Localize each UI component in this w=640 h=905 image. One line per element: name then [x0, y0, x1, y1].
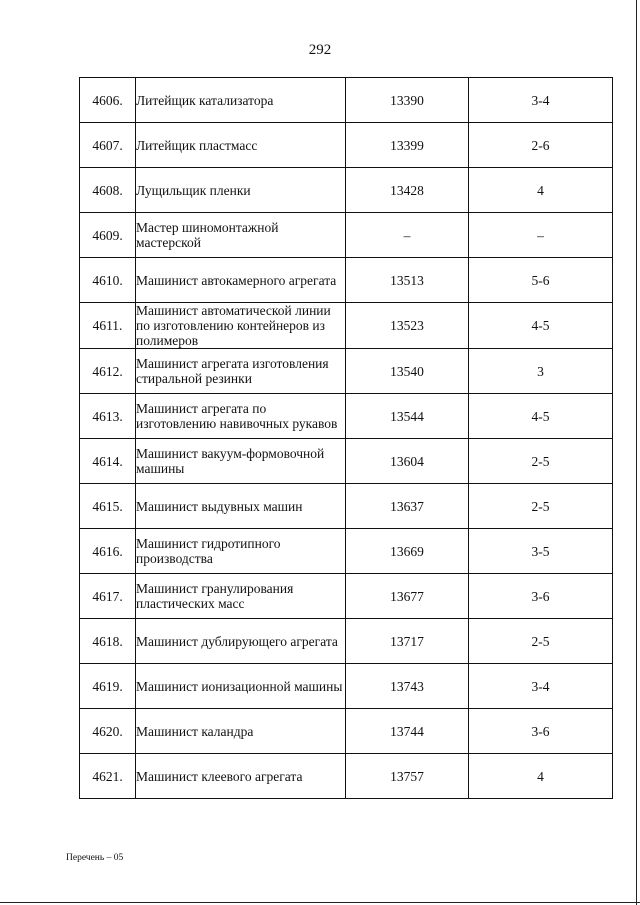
profession-code: 13637 — [346, 484, 469, 529]
table-row — [80, 78, 613, 123]
table-row — [80, 754, 613, 799]
table-row — [80, 439, 613, 484]
grade-range: 4 — [469, 168, 613, 213]
profession-code: 13757 — [346, 754, 469, 799]
table-row — [80, 258, 613, 303]
profession-code: – — [346, 213, 469, 258]
grade-range: 3 — [469, 349, 613, 394]
profession-name: Машинист автоматической линии по изготовлению контейнеров из полимеров — [136, 303, 346, 349]
profession-name: Машинист агрегата изготовления стиральной резинки — [136, 349, 346, 394]
row-number: 4615. — [80, 484, 136, 529]
profession-code: 13544 — [346, 394, 469, 439]
profession-code: 13677 — [346, 574, 469, 619]
table-row — [80, 664, 613, 709]
profession-code: 13428 — [346, 168, 469, 213]
profession-name: Машинист дублирующего агрегата — [136, 619, 346, 664]
row-number: 4616. — [80, 529, 136, 574]
grade-range: 2-5 — [469, 439, 613, 484]
table-row — [80, 123, 613, 168]
profession-code: 13513 — [346, 258, 469, 303]
row-number: 4617. — [80, 574, 136, 619]
profession-name: Мастер шиномонтажной мастерской — [136, 213, 346, 258]
profession-name: Литейщик катализатора — [136, 78, 346, 123]
table-row — [80, 213, 613, 258]
row-number: 4613. — [80, 394, 136, 439]
table-row — [80, 619, 613, 664]
profession-name: Машинист агрегата по изготовлению навивочных рукавов — [136, 394, 346, 439]
profession-code: 13604 — [346, 439, 469, 484]
profession-name: Машинист гранулирования пластических масс — [136, 574, 346, 619]
row-number: 4612. — [80, 349, 136, 394]
table-row — [80, 484, 613, 529]
row-number: 4608. — [80, 168, 136, 213]
profession-name: Машинист клеевого агрегата — [136, 754, 346, 799]
table-row — [80, 394, 613, 439]
grade-range: 3-5 — [469, 529, 613, 574]
grade-range: 3-6 — [469, 574, 613, 619]
grade-range: 2-6 — [469, 123, 613, 168]
profession-name: Машинист вакуум-формовочной машины — [136, 439, 346, 484]
profession-name: Лущильщик пленки — [136, 168, 346, 213]
row-number: 4609. — [80, 213, 136, 258]
profession-code: 13717 — [346, 619, 469, 664]
grade-range: 4 — [469, 754, 613, 799]
row-number: 4611. — [80, 303, 136, 349]
profession-code: 13390 — [346, 78, 469, 123]
row-number: 4606. — [80, 78, 136, 123]
profession-name: Машинист гидротипного производства — [136, 529, 346, 574]
page-edge-right — [636, 0, 637, 905]
row-number: 4621. — [80, 754, 136, 799]
profession-code: 13669 — [346, 529, 469, 574]
grade-range: 2-5 — [469, 484, 613, 529]
profession-name: Машинист ионизационной машины — [136, 664, 346, 709]
profession-name: Машинист каландра — [136, 709, 346, 754]
profession-code: 13744 — [346, 709, 469, 754]
profession-name: Машинист выдувных машин — [136, 484, 346, 529]
grade-range: – — [469, 213, 613, 258]
profession-name: Литейщик пластмасс — [136, 123, 346, 168]
profession-name: Машинист автокамерного агрегата — [136, 258, 346, 303]
table-row — [80, 168, 613, 213]
page-edge-bottom — [0, 902, 640, 903]
grade-range: 3-6 — [469, 709, 613, 754]
profession-code: 13399 — [346, 123, 469, 168]
row-number: 4607. — [80, 123, 136, 168]
profession-code: 13540 — [346, 349, 469, 394]
row-number: 4618. — [80, 619, 136, 664]
table-row — [80, 529, 613, 574]
grade-range: 4-5 — [469, 303, 613, 349]
grade-range: 2-5 — [469, 619, 613, 664]
grade-range: 3-4 — [469, 664, 613, 709]
footer-label: Перечень – 05 — [66, 853, 124, 863]
table-row — [80, 574, 613, 619]
row-number: 4614. — [80, 439, 136, 484]
table-row — [80, 349, 613, 394]
grade-range: 4-5 — [469, 394, 613, 439]
profession-table — [79, 77, 613, 799]
table-row — [80, 303, 613, 349]
row-number: 4610. — [80, 258, 136, 303]
row-number: 4620. — [80, 709, 136, 754]
table-row — [80, 709, 613, 754]
profession-code: 13523 — [346, 303, 469, 349]
profession-code: 13743 — [346, 664, 469, 709]
grade-range: 5-6 — [469, 258, 613, 303]
page-number: 292 — [308, 42, 332, 58]
row-number: 4619. — [80, 664, 136, 709]
grade-range: 3-4 — [469, 78, 613, 123]
